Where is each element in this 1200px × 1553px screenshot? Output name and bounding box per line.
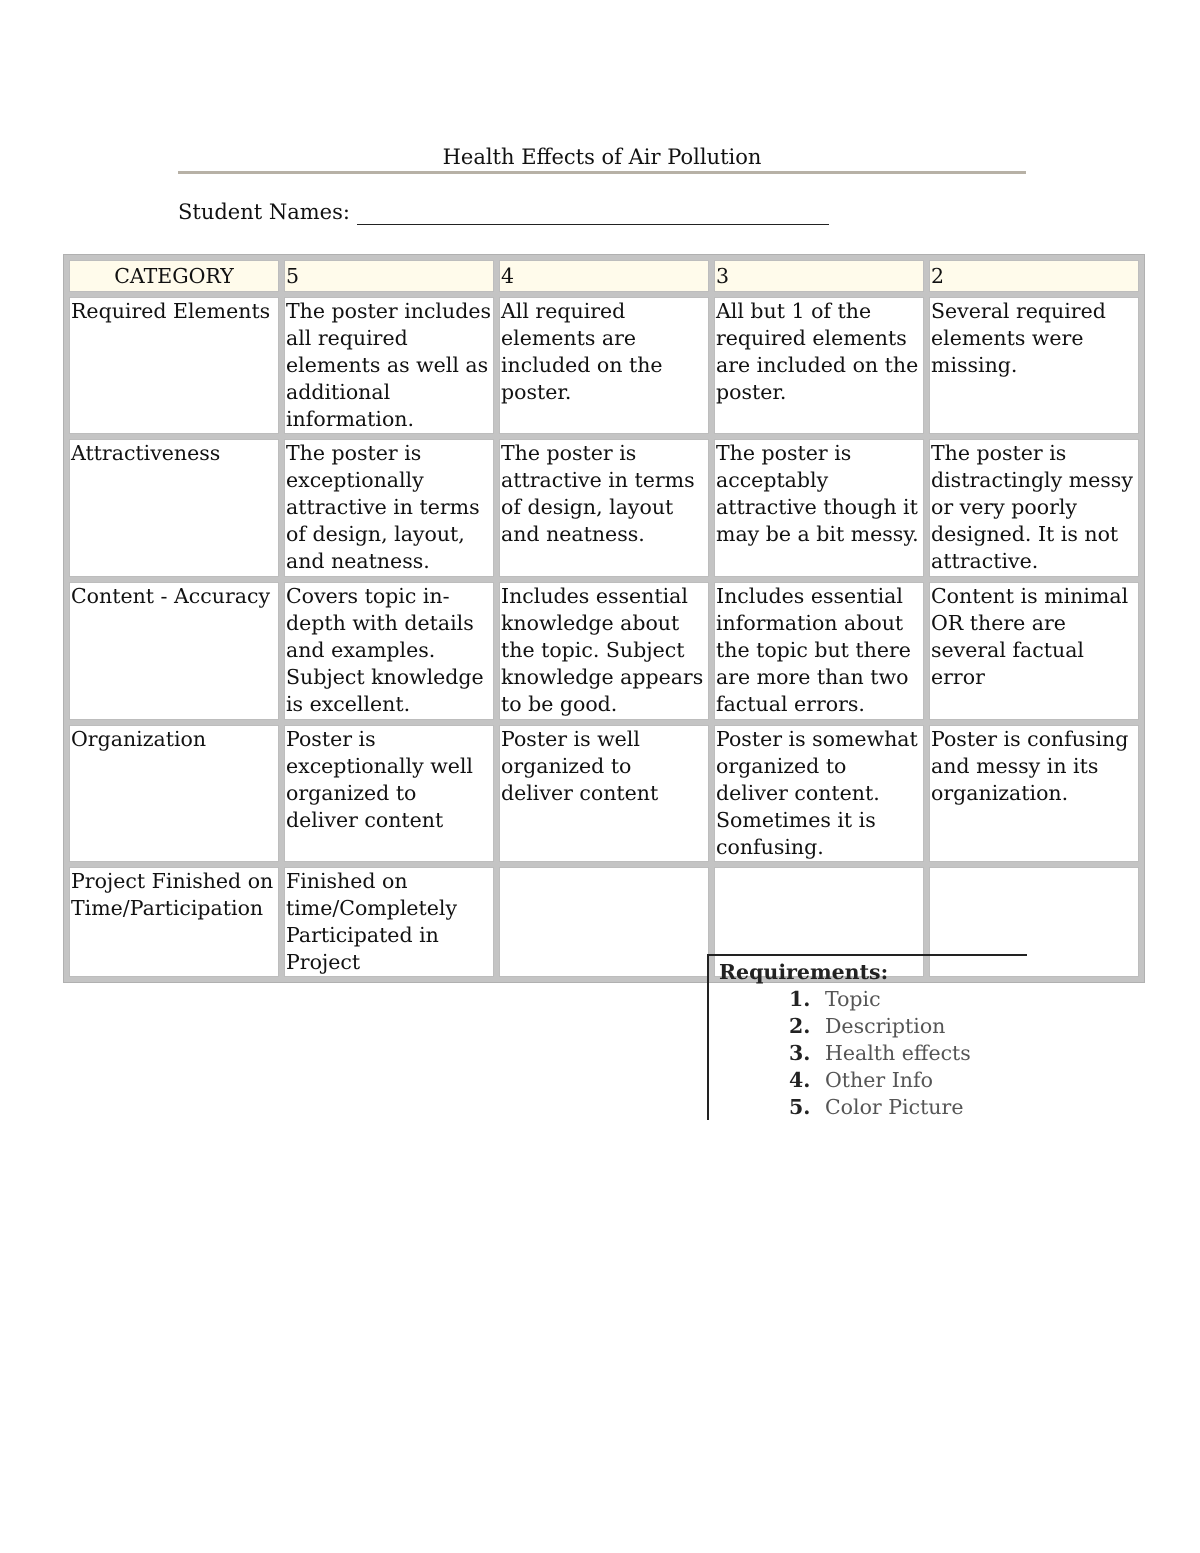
table-row: [69, 297, 1139, 434]
cell-score-4: Poster is well organized to deliver content: [499, 725, 709, 862]
cell-score-2: The poster is distractingly messy or very poorly designed. It is not attractive.: [929, 439, 1139, 577]
header-category: CATEGORY: [69, 260, 279, 292]
list-item-text: Topic: [825, 987, 881, 1011]
header-score-4: 4: [499, 260, 709, 292]
rubric-header-row: [69, 260, 1139, 292]
list-item-number: 3.: [789, 1041, 811, 1065]
cell-score-5: The poster includes all required elements as well as additional information.: [284, 297, 494, 434]
list-item: [789, 1013, 971, 1040]
requirements-title: Requirements:: [719, 960, 889, 984]
student-names-blank-line: [357, 224, 829, 225]
list-item: [789, 986, 971, 1013]
list-item-number: 4.: [789, 1068, 811, 1092]
list-item-text: Color Picture: [825, 1095, 964, 1119]
list-item: [789, 1040, 971, 1067]
rubric-table: [63, 254, 1145, 983]
cell-score-4: The poster is attractive in terms of design, layout and neatness.: [499, 439, 709, 577]
requirements-list: [789, 986, 971, 1121]
row-category: Project Finished on Time/Participation: [69, 867, 279, 977]
table-row: [69, 582, 1139, 720]
cell-score-2: Poster is confusing and messy in its organization.: [929, 725, 1139, 862]
cell-score-5: Covers topic in-depth with details and examples. Subject knowledge is excellent.: [284, 582, 494, 720]
row-category: Attractiveness: [69, 439, 279, 577]
cell-score-5: The poster is exceptionally attractive in terms of design, layout, and neatness.: [284, 439, 494, 577]
header-score-5: 5: [284, 260, 494, 292]
row-category: Required Elements: [69, 297, 279, 434]
list-item-number: 2.: [789, 1014, 811, 1038]
row-category: Organization: [69, 725, 279, 862]
list-item-number: 1.: [789, 987, 811, 1011]
list-item-number: 5.: [789, 1095, 811, 1119]
cell-score-3: All but 1 of the required elements are included on the poster.: [714, 297, 924, 434]
cell-score-4: [499, 867, 709, 977]
cell-score-3: Poster is somewhat organized to deliver content. Sometimes it is confusing.: [714, 725, 924, 862]
list-item-text: Health effects: [825, 1041, 971, 1065]
cell-score-3: Includes essential information about the topic but there are more than two factual errors.: [714, 582, 924, 720]
cell-score-2: Content is minimal OR there are several factual error: [929, 582, 1139, 720]
cell-score-4: All required elements are included on the poster.: [499, 297, 709, 434]
row-category: Content - Accuracy: [69, 582, 279, 720]
list-item-text: Description: [825, 1014, 946, 1038]
header-score-2: 2: [929, 260, 1139, 292]
requirements-box: [707, 954, 1027, 1120]
cell-score-3: The poster is acceptably attractive though it may be a bit messy.: [714, 439, 924, 577]
list-item-text: Other Info: [825, 1068, 933, 1092]
table-row: [69, 439, 1139, 577]
document-title: Health Effects of Air Pollution: [178, 144, 1026, 174]
list-item: [789, 1067, 971, 1094]
student-names-label: Student Names:: [178, 200, 350, 224]
cell-score-5: Poster is exceptionally well organized to deliver content: [284, 725, 494, 862]
cell-score-4: Includes essential knowledge about the topic. Subject knowledge appears to be good.: [499, 582, 709, 720]
header-score-3: 3: [714, 260, 924, 292]
cell-score-2: Several required elements were missing.: [929, 297, 1139, 434]
cell-score-5: Finished on time/Completely Participated in Project: [284, 867, 494, 977]
table-row: [69, 725, 1139, 862]
list-item: [789, 1094, 971, 1121]
